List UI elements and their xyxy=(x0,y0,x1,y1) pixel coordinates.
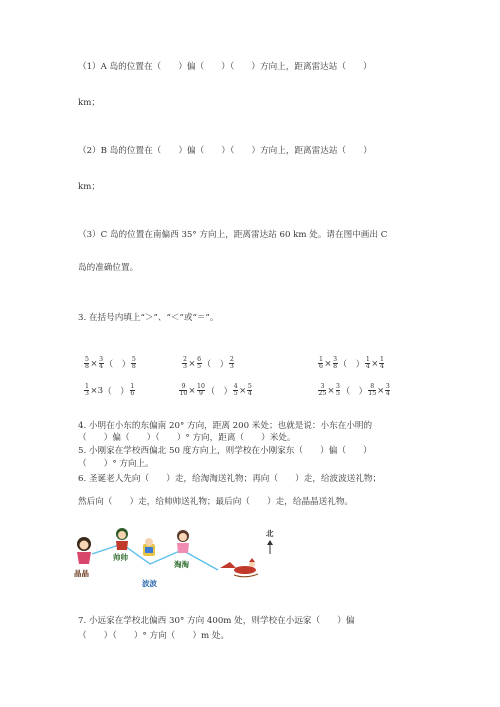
shuaishuai-figure xyxy=(116,528,128,550)
fraction: $\frac{1}{6}$ xyxy=(130,383,135,398)
santa-sleigh-icon xyxy=(220,558,258,577)
fraction: $\frac{2}{3}$ xyxy=(229,356,234,371)
north-arrow-icon xyxy=(267,540,273,554)
bobo-figure xyxy=(143,538,155,556)
comparison-blank[interactable]: （ ） xyxy=(104,359,131,370)
q5-line1: 5. 小刚家在学校西偏北 50 度方向上，则学校在小刚家东（ ）偏（ ） xyxy=(78,446,372,456)
fraction: $\frac{3}{5}$ xyxy=(336,383,340,398)
q5-line2: （ ）° 方向上。 xyxy=(78,459,154,469)
q3-row2-item3: $\frac{3}{25}$ × $\frac{3}{5}$ （ ） $\frac{8}{15}$ × $\frac{3}{4}$ xyxy=(318,383,390,398)
north-label: 北 xyxy=(266,529,274,538)
name-taotao: 淘淘 xyxy=(174,560,189,569)
fraction: $\frac{3}{4}$ xyxy=(385,383,390,398)
fraction: $\frac{1}{4}$ xyxy=(379,356,384,371)
q2-part3-line1: （3）C 岛的位置在南偏西 35° 方向上，距离雷达站 60 km 处。请在图中画出 C xyxy=(78,230,388,240)
q2-part2-line2: km； xyxy=(78,182,100,192)
fraction: $\frac{5}{8}$ xyxy=(84,356,89,371)
q3-row1-item3: $\frac{1}{6}$ × $\frac{3}{8}$ （ ） $\frac{1}{4}$ × $\frac{1}{4}$ xyxy=(318,356,384,371)
fraction: $\frac{1}{6}$ xyxy=(318,356,323,371)
q6-line1: 6. 圣诞老人先向（ ）走，给淘淘送礼物；再向（ ）走，给波波送礼物； xyxy=(78,474,382,484)
q7-line2: （ ）（ ）° 方向（ ）m 处。 xyxy=(78,631,230,641)
comparison-blank[interactable]: （ ） xyxy=(103,386,129,397)
fraction: $\frac{8}{15}$ xyxy=(368,383,377,398)
fraction: $\frac{3}{4}$ xyxy=(99,356,104,371)
fraction: $\frac{3}{8}$ xyxy=(333,356,338,371)
fraction: $\frac{1}{3}$ xyxy=(84,383,89,398)
q2-part1-line2: km； xyxy=(78,98,100,108)
fraction: $\frac{9}{10}$ xyxy=(179,383,188,398)
fraction: $\frac{5}{8}$ xyxy=(131,356,136,371)
fraction: $\frac{2}{3}$ xyxy=(182,356,187,371)
jingjing-figure xyxy=(77,537,91,564)
fraction: $\frac{6}{5}$ xyxy=(197,356,202,371)
comparison-blank[interactable]: （ ） xyxy=(202,359,229,370)
fraction: $\frac{5}{4}$ xyxy=(247,383,252,398)
q3-title: 3. 在括号内填上“＞”、“＜”或“＝”。 xyxy=(78,313,219,323)
fraction: $\frac{3}{25}$ xyxy=(318,383,327,398)
name-jingjing: 晶晶 xyxy=(74,569,89,578)
q7-line1: 7. 小远家在学校北偏西 30° 方向 400m 处，则学校在小远家（ ）偏 xyxy=(78,616,355,626)
comparison-blank[interactable]: （ ） xyxy=(338,359,365,370)
q3-row1-item2: $\frac{2}{3}$ × $\frac{6}{5}$ （ ） $\frac{2}{3}$ xyxy=(182,356,234,371)
name-shuaishuai: 帅帅 xyxy=(113,553,128,562)
q6-figure xyxy=(70,522,280,592)
name-bobo: 波波 xyxy=(142,579,157,588)
q3-row2-item1: $\frac{1}{3}$ ×3（ ） $\frac{1}{6}$ xyxy=(84,383,135,398)
fraction: $\frac{10}{9}$ xyxy=(197,383,205,398)
fraction: $\frac{1}{4}$ xyxy=(365,356,370,371)
q3-row2-item2: $\frac{9}{10}$ × $\frac{10}{9}$ （ ） $\frac{4}{5}$ × $\frac{5}{4}$ xyxy=(179,383,252,398)
comparison-blank[interactable]: （ ） xyxy=(206,386,233,397)
q3-row1-item1: $\frac{5}{8}$ × $\frac{3}{4}$ （ ） $\frac{5}{8}$ xyxy=(84,356,136,371)
fraction: $\frac{4}{5}$ xyxy=(233,383,238,398)
q6-line2: 然后向（ ）走，给帅帅送礼物；最后向（ ）走，给晶晶送礼物。 xyxy=(78,497,354,507)
q4-line2: （ ）偏（ ）（ ）° 方向，距离（ ）米处。 xyxy=(78,433,296,443)
q2-part3-line2: 岛的准确位置。 xyxy=(78,263,139,273)
q2-part1-line1: （1）A 岛的位置在（ ）偏（ ）（ ）方向上，距离雷达站（ ） xyxy=(78,62,372,72)
taotao-figure xyxy=(177,530,189,553)
q2-part2-line1: （2）B 岛的位置在（ ）偏（ ）（ ）方向上，距离雷达站（ ） xyxy=(78,146,372,156)
comparison-blank[interactable]: （ ） xyxy=(341,386,368,397)
q4-line1: 4. 小明在小东的东偏南 20° 方向，距离 200 米处；也就是说：小东在小明的 xyxy=(78,421,373,431)
